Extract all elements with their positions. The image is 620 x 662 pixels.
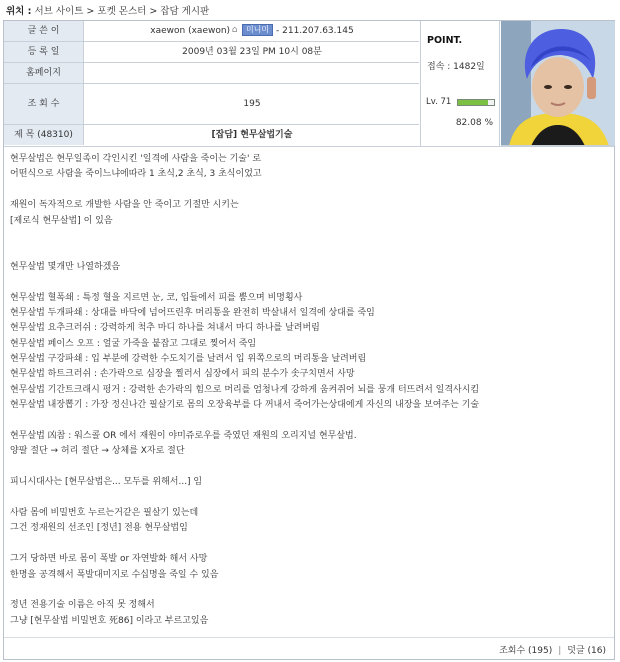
content-line: 한명을 공격해서 폭발대미지로 수십명을 죽일 수 있음 bbox=[10, 569, 219, 580]
content-line: 현무살법 요추크러쉬 : 강력하게 척추 마디 하나를 쳐내서 마디 하나를 날려버림 bbox=[10, 323, 320, 334]
footer-separator: | bbox=[558, 646, 562, 656]
home-icon[interactable]: ⌂ bbox=[231, 25, 238, 35]
blank-line bbox=[10, 460, 614, 475]
content-line: 현무살법 두개파쇄 : 상대를 바닥에 넘어뜨린후 머리통을 완전히 박살내서 일격에 상대를 죽임 bbox=[10, 307, 375, 318]
views-row bbox=[4, 84, 419, 125]
blank-line bbox=[10, 183, 614, 198]
comments-link[interactable]: 덧글 (16) bbox=[567, 646, 606, 656]
title-row bbox=[4, 125, 419, 146]
content-line: 현무살법 凶참 : 워스콜 OR 에서 재원이 야미쥬로우를 죽였던 재원의 오리지널 현무살법. bbox=[10, 431, 357, 442]
views-value: 195 bbox=[243, 99, 261, 109]
content-line: 현무살법 기간트크래시 펑거 : 강력한 손가락의 힘으로 머리를 엄청나게 강하게 움켜쥐어 뇌를 뭉개 터뜨려서 일격사시킴 bbox=[10, 384, 480, 395]
level-progress-percent: 82.08 % bbox=[455, 118, 493, 128]
avatar-photo bbox=[501, 21, 615, 146]
blank-line bbox=[10, 537, 614, 552]
blank-line bbox=[10, 583, 614, 598]
blank-line bbox=[10, 229, 614, 244]
content-line: 현무살법 하트크러쉬 : 손가락으로 심장을 찔러서 심장에서 피의 분수가 솟구치면서 사망 bbox=[10, 369, 355, 380]
level-progress-fill bbox=[458, 100, 488, 105]
homepage-value[interactable] bbox=[85, 63, 419, 83]
post-footer bbox=[4, 637, 614, 659]
date-value: 2009년 03월 23일 PM 10시 08분 bbox=[182, 47, 322, 57]
content-line: 현무살법 몇개만 나열하겠음 bbox=[10, 261, 121, 272]
content-line: 그거 당하면 바로 몸이 폭발 or 자연발화 해서 사망 bbox=[10, 554, 208, 565]
blank-line bbox=[10, 491, 614, 506]
breadcrumb-label: 위치 : bbox=[6, 6, 32, 17]
post-content bbox=[4, 146, 614, 630]
post-info-table bbox=[4, 21, 419, 146]
point-panel bbox=[420, 21, 500, 146]
post-frame bbox=[3, 20, 615, 660]
content-line: 그냥 [현무살법 비밀번호 死86] 이라고 부르고있음 bbox=[10, 615, 209, 626]
content-line: 현무살법은 현무일족이 각인시킨 '일격에 사람을 죽이는 기술' 로 bbox=[10, 154, 262, 164]
breadcrumb bbox=[6, 3, 209, 17]
content-line: 양팔 절단 → 허리 절단 → 상체를 X자로 절단 bbox=[10, 446, 185, 457]
level-progress-bar bbox=[457, 99, 495, 106]
level-text: Lv. 71 bbox=[426, 97, 452, 107]
footer-views: 조회수 (195) bbox=[499, 646, 553, 656]
blank-line bbox=[10, 414, 614, 429]
point-title: POINT. bbox=[427, 35, 463, 46]
author-name[interactable]: xaewon (xaewon) bbox=[150, 26, 231, 36]
content-line: 사람 몸에 비밀번호 누르는거같은 필살기 있는데 bbox=[10, 507, 199, 518]
content-line: 피니시대사는 [현무살법은... 모두를 위해서...] 임 bbox=[10, 477, 203, 488]
content-line: 재원이 독자적으로 개발한 사람을 안 죽이고 기절만 시키는 bbox=[10, 200, 239, 211]
homepage-row bbox=[4, 63, 419, 84]
content-line: 현무살법 내장뽑기 : 가장 정신나간 필살기로 몸의 오장육부를 다 꺼내서 죽어가는상대에게 자신의 내장을 보여주는 기술 bbox=[10, 400, 480, 411]
content-line: 현무살법 혈폭쇄 : 특정 혈을 지르면 눈, 코, 입들에서 피를 뿜으며 비명횡사 bbox=[10, 292, 303, 303]
breadcrumb-path[interactable]: 서브 사이트 > 포켓 몬스터 > 잡담 게시판 bbox=[34, 6, 210, 17]
blank-line bbox=[10, 275, 614, 290]
content-line: 어떤식으로 사람을 죽이느냐에따라 1 초식,2 초식, 3 초식이었고 bbox=[10, 169, 262, 180]
title-value bbox=[85, 125, 419, 145]
author-row bbox=[4, 21, 419, 42]
minimi-badge[interactable]: 미니미 bbox=[242, 24, 273, 36]
post-title: [잡담] 현무살법기술 bbox=[211, 130, 293, 140]
author-ip: - 211.207.63.145 bbox=[276, 26, 354, 36]
title-label: 제 목 (48310) bbox=[4, 125, 84, 145]
views-label: 조 회 수 bbox=[4, 84, 84, 124]
author-label: 글 쓴 이 bbox=[4, 21, 84, 41]
author-value bbox=[85, 21, 419, 41]
blank-line bbox=[10, 244, 614, 259]
visit-count: 접속 : 1482일 bbox=[427, 62, 485, 72]
content-line: 정년 전용기술 이름은 아직 못 정해서 bbox=[10, 600, 155, 611]
avatar bbox=[501, 21, 615, 146]
content-line: 현무살법 페이스 오프 : 얼굴 가죽을 붙잡고 그대로 찢어서 죽임 bbox=[10, 338, 257, 349]
content-line: 그건 정재원의 선조인 [정년] 전용 현무살법임 bbox=[10, 523, 188, 534]
date-label: 등 록 일 bbox=[4, 42, 84, 62]
homepage-label: 홈페이지 bbox=[4, 63, 84, 83]
content-line: [제로식 현무살법] 이 있음 bbox=[10, 215, 113, 226]
content-line: 현무살법 구강파쇄 : 입 부분에 강력한 수도치기를 날려서 입 위쪽으로의 머리통을 날려버림 bbox=[10, 354, 367, 365]
date-row bbox=[4, 42, 419, 63]
